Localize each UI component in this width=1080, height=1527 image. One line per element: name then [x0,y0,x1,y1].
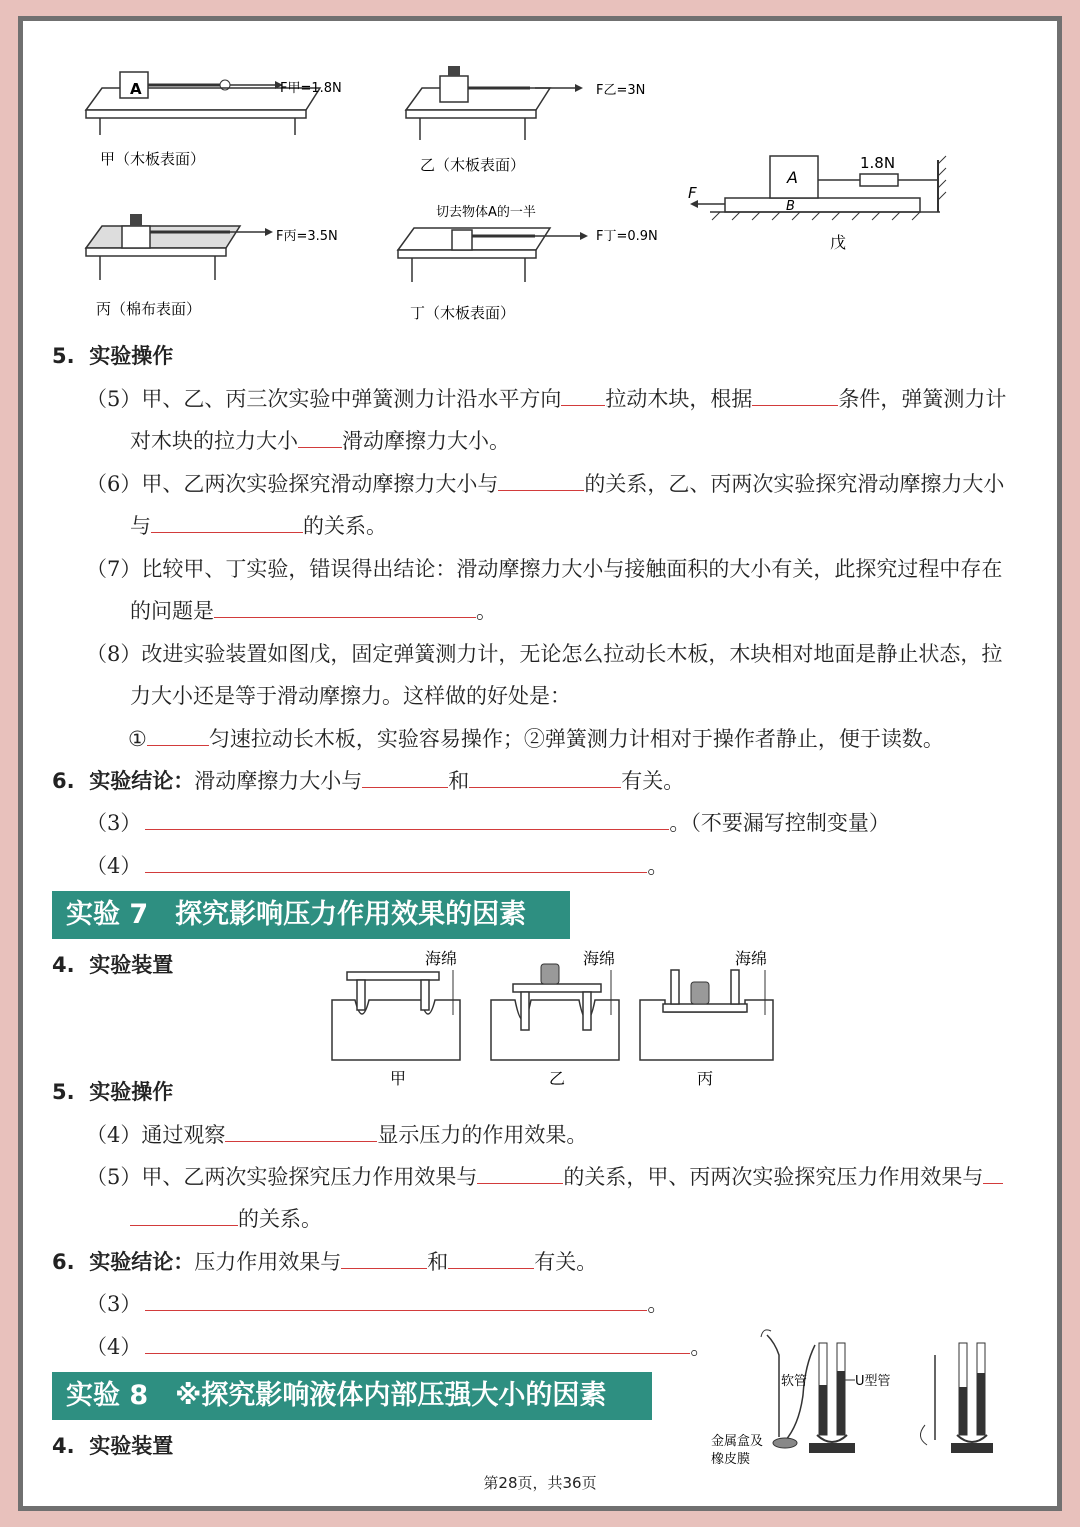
u-tube-right [920,1343,993,1453]
exp8-apparatus-heading: 4. 实验装置 [52,1434,174,1458]
answer-blank[interactable] [151,514,303,533]
question-8: （8）改进实验装置如图戊，固定弹簧测力计，无论怎么拉动长木板，木块相对地面是静止状态，拉 [86,642,1003,666]
membrane-label: 橡皮膜 [711,1452,751,1465]
pressure-figures [325,940,785,1090]
conclusion-4: （4） 。 [86,854,669,878]
question-8-cont: 力大小还是等于滑动摩擦力。这样做的好处是： [130,684,571,708]
caption-sponge-bing: 丙 [697,1069,714,1088]
answer-blank[interactable] [145,1335,690,1354]
question-6-cont: 与 的关系。 [130,514,387,538]
sponge-label: 海绵 [425,949,458,968]
force-yi: F乙=3N [596,83,646,98]
section-heading: 5. 实验操作 [52,344,174,368]
figure-wu [690,156,946,220]
metal-box-label: 金属盒及 [711,1434,764,1449]
exp7-conclusion-3: （3） 。 [86,1292,669,1316]
experiment-8-banner: 实验 8 ※探究影响液体内部压强大小的因素 [52,1372,652,1420]
force-jia: F甲=1.8N [280,81,342,96]
force-ding: F丁=0.9N [596,229,658,244]
answer-blank[interactable] [983,1165,1003,1184]
answer-blank[interactable] [752,387,838,406]
ding-note: 切去物体A的一半 [436,205,536,220]
sponge-label: 海绵 [735,949,768,968]
exp7-question-4: （4）通过观察 显示压力的作用效果。 [86,1123,588,1147]
answer-blank[interactable] [145,1292,647,1311]
experiment-7-banner: 实验 7 探究影响压力作用效果的因素 [52,891,570,939]
u-tube-label: U型管 [855,1374,891,1389]
caption-sponge-jia: 甲 [390,1069,407,1088]
question-6: （6）甲、乙两次实验探究滑动摩擦力大小与 的关系，乙、丙两次实验探究滑动摩擦力大小 [86,472,1005,496]
answer-blank[interactable] [147,727,209,746]
wu-reading: 1.8N [860,154,896,172]
exp7-conclusion-4: （4） 。 [86,1335,712,1359]
answer-blank[interactable] [214,599,476,618]
answer-blank[interactable] [362,769,448,788]
soft-tube-label: 软管 [781,1374,808,1389]
answer-blank[interactable] [225,1123,377,1142]
exp7-question-5: （5）甲、乙两次实验探究压力作用效果与 的关系，甲、丙两次实验探究压力作用效果与 [86,1162,1003,1192]
u-tube-left [761,1330,855,1453]
answer-blank[interactable] [498,472,584,491]
answer-blank[interactable] [448,1250,534,1269]
exp7-question-5-cont: 的关系。 [130,1204,322,1234]
wu-block-a: A [787,168,798,187]
answer-blank[interactable] [145,854,647,873]
answer-blank[interactable] [130,1207,238,1226]
answer-blank[interactable] [145,811,669,830]
figure-sponge-yi [491,964,619,1060]
question-5: （5）甲、乙、丙三次实验中弹簧测力计沿水平方向 拉动木块，根据 条件，弹簧测力计 [86,387,1007,411]
figure-ding [398,228,588,282]
figure-sponge-bing [640,970,773,1060]
figure-bing [86,214,273,280]
exp7-operation-heading: 5. 实验操作 [52,1080,174,1104]
caption-ding: 丁（木板表面） [410,304,516,322]
question-7-cont: 的问题是 。 [130,599,497,623]
question-5-cont: 对木块的拉力大小 滑动摩擦力大小。 [130,429,510,453]
answer-blank[interactable] [298,429,342,448]
caption-jia: 甲（木板表面） [100,150,206,168]
figure-yi [406,66,583,140]
conclusion: 6. 实验结论：滑动摩擦力大小与 和 有关。 [52,769,685,793]
question-7: （7）比较甲、丁实验，错误得出结论：滑动摩擦力大小与接触面积的大小有关，此探究过程中存在 [86,557,1003,581]
answer-blank[interactable] [469,769,621,788]
caption-sponge-yi: 乙 [549,1069,566,1088]
friction-figures [80,60,980,330]
caption-wu: 戊 [830,233,847,252]
sponge-label: 海绵 [583,949,616,968]
answer-blank[interactable] [561,387,605,406]
exp7-apparatus-heading: 4. 实验装置 [52,953,174,977]
force-bing: F丙=3.5N [276,229,338,244]
answer-blank[interactable] [341,1250,427,1269]
wu-force-f: F [688,184,697,202]
liquid-pressure-figure [705,1325,1005,1465]
conclusion-3: （3） 。（不要漏写控制变量） [86,811,890,835]
caption-bing: 丙（棉布表面） [96,300,202,318]
exp7-conclusion: 6. 实验结论：压力作用效果与 和 有关。 [52,1250,598,1274]
caption-yi: 乙（木板表面） [420,156,526,174]
page-footer: 第28页，共36页 [483,1474,597,1492]
answer-blank[interactable] [477,1165,563,1184]
figure-sponge-jia [332,970,460,1060]
wu-board-b: B [786,199,795,214]
question-8-answer: ① 匀速拉动长木板，实验容易操作；②弹簧测力计相对于操作者静止，便于读数。 [128,727,944,751]
block-a-label: A [130,80,142,98]
